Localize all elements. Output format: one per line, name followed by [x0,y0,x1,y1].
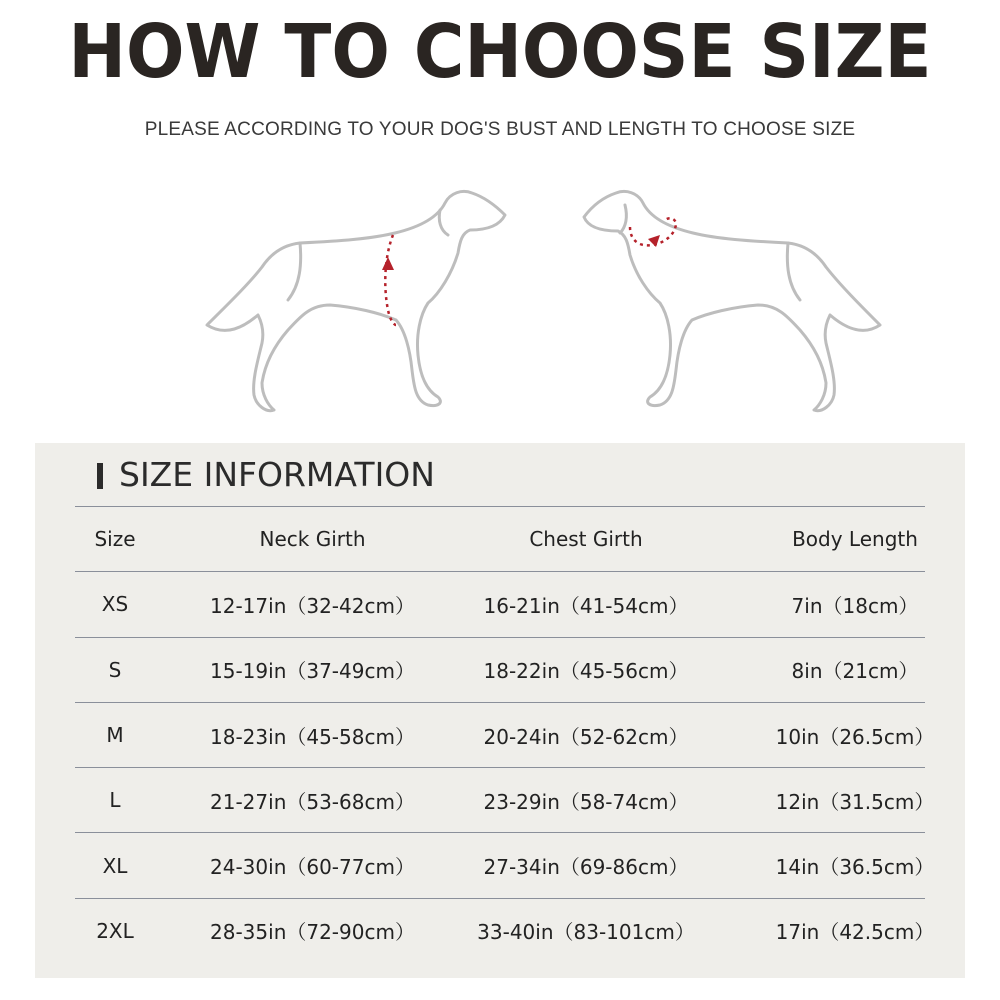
section-title: SIZE INFORMATION [119,455,435,494]
neck-girth-cell: 12-17in（32-42cm） [210,593,415,618]
body-length-cell: 8in（21cm） [791,659,919,684]
column-header-size: Size [94,527,136,552]
size-cell: M [106,723,124,748]
table-header-row [75,506,925,571]
dog-outline-neck-measure-icon [584,191,880,410]
dog-illustrations [0,175,1000,425]
neck-girth-cell: 18-23in（45-58cm） [210,724,415,749]
size-cell: XS [101,592,129,617]
body-length-cell: 10in（26.5cm） [775,724,935,749]
size-cell: XL [102,853,128,878]
chest-girth-cell: 16-21in（41-54cm） [483,593,689,618]
chest-measure-arrowhead-icon [382,257,394,270]
table-row [75,767,935,832]
size-cell: L [109,788,121,813]
chest-girth-cell: 18-22in（45-56cm） [483,659,689,684]
table-row [75,832,935,897]
column-header-body-length: Body Length [792,527,918,552]
table-row [75,898,935,963]
neck-girth-cell: 28-35in（72-90cm） [210,920,415,945]
body-length-cell: 12in（31.5cm） [775,789,935,814]
column-header-neck-girth: Neck Girth [259,527,366,552]
page-title: HOW TO CHOOSE SIZE [68,9,932,95]
size-cell: 2XL [96,918,134,943]
page-subtitle: PLEASE ACCORDING TO YOUR DOG'S BUST AND LENGTH TO CHOOSE SIZE [144,119,856,140]
size-info-panel [35,443,965,978]
chest-girth-cell: 27-34in（69-86cm） [483,855,689,880]
size-cell: S [108,657,122,682]
dog-outline-chest-measure-icon [207,191,505,410]
neck-girth-cell: 24-30in（60-77cm） [210,855,415,880]
body-length-cell: 17in（42.5cm） [775,920,935,945]
chest-girth-cell: 33-40in（83-101cm） [477,920,695,945]
chest-girth-cell: 20-24in（52-62cm） [483,724,689,749]
neck-girth-cell: 21-27in（53-68cm） [210,789,415,814]
section-marker [97,463,103,489]
chest-measure-arrow-icon [385,235,396,325]
table-row [75,637,925,702]
table-row [75,702,935,767]
neck-girth-cell: 15-19in（37-49cm） [210,659,415,684]
chest-girth-cell: 23-29in（58-74cm） [483,789,689,814]
size-table [75,506,935,963]
body-length-cell: 14in（36.5cm） [775,855,935,880]
body-length-cell: 7in（18cm） [791,593,919,618]
table-row [75,571,925,636]
column-header-chest-girth: Chest Girth [529,527,643,552]
